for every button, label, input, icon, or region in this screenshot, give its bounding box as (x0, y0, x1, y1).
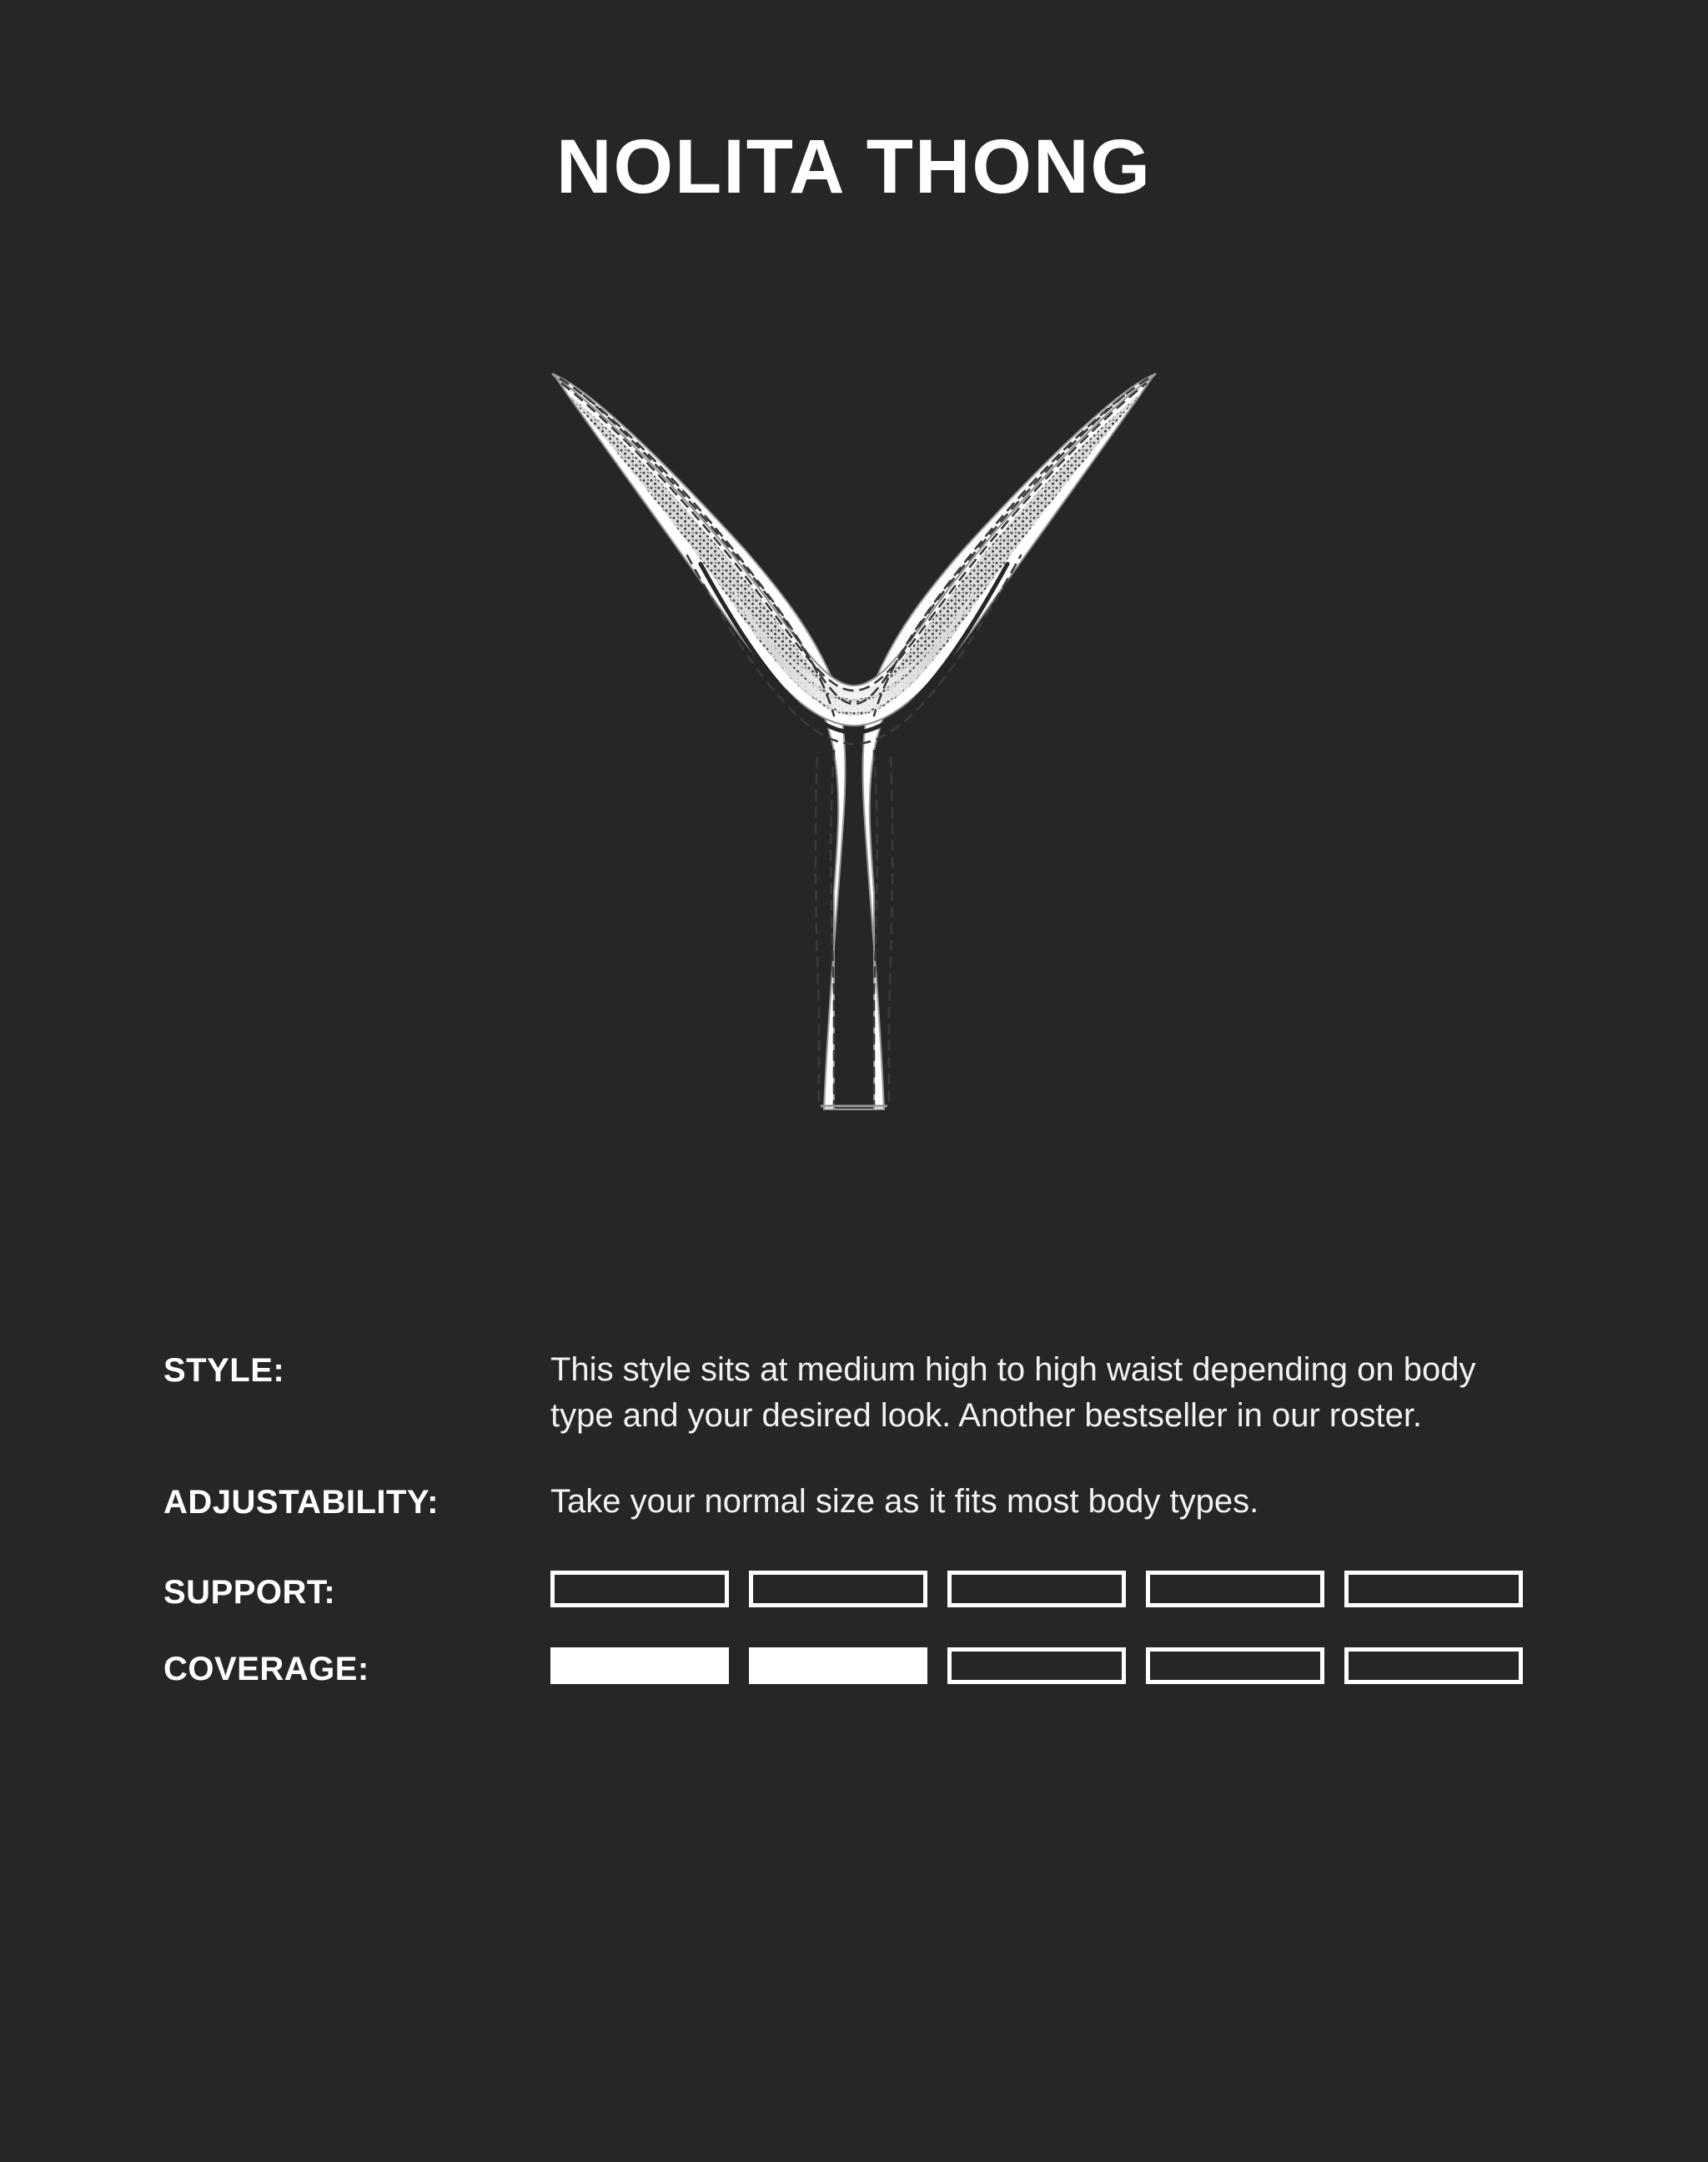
support-meter-segment-1 (550, 1571, 729, 1607)
coverage-meter-segment-4 (1146, 1647, 1324, 1684)
spec-label-style: STYLE: (163, 1352, 285, 1389)
spec-label-support: SUPPORT: (163, 1573, 336, 1611)
coverage-meter-segment-1 (550, 1647, 729, 1684)
support-meter-segment-2 (749, 1571, 927, 1607)
support-meter-segment-5 (1344, 1571, 1523, 1607)
spec-row-coverage (163, 1642, 1548, 1689)
spec-row-adjustability (163, 1479, 1548, 1525)
coverage-meter (550, 1642, 1523, 1684)
page-title: NOLITA THONG (556, 124, 1152, 209)
coverage-meter-segment-5 (1344, 1647, 1523, 1684)
spec-list (163, 1347, 1548, 1729)
support-meter-segment-3 (947, 1571, 1126, 1607)
spec-value-adjustability: Take your normal size as it fits most body types. (550, 1483, 1259, 1521)
spec-label-adjustability: ADJUSTABILITY: (163, 1484, 439, 1521)
spec-label-coverage: COVERAGE: (163, 1650, 369, 1687)
coverage-meter-segment-3 (947, 1647, 1126, 1684)
coverage-meter-segment-2 (749, 1647, 927, 1684)
spec-value-style: This style sits at medium high to high waist depending on body type and your desired look. Another bestseller in our roster. (550, 1351, 1476, 1435)
spec-row-style (163, 1347, 1548, 1439)
spec-row-support (163, 1566, 1548, 1612)
support-meter (550, 1566, 1523, 1607)
support-meter-segment-4 (1146, 1571, 1324, 1607)
thong-technical-sketch (537, 359, 1171, 1159)
